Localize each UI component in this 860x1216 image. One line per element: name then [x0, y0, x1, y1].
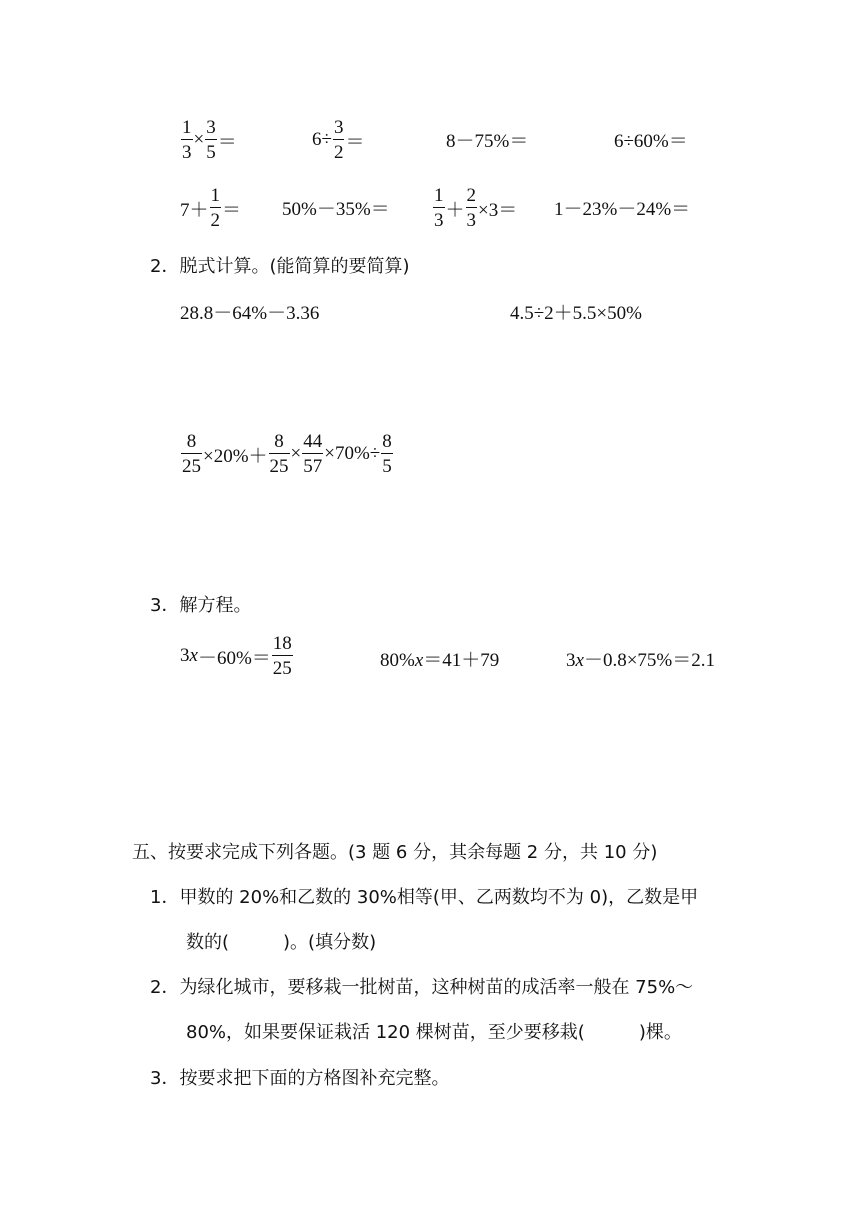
- equation-1: [180, 634, 294, 678]
- eq1-variable: x: [189, 645, 198, 666]
- expr-text: 8－75%＝: [446, 131, 529, 152]
- section5-q1-line1: 1．甲数的 20%和乙数的 30%相等(甲、乙两数均不为 0)，乙数是甲: [150, 887, 699, 908]
- mental-math-item-5: [180, 186, 241, 230]
- fraction-denominator: 3: [434, 210, 444, 231]
- section5-q2-line2: 80%，如果要保证栽活 120 棵树苗，至少要移栽( )棵。: [186, 1022, 682, 1043]
- eq3-rest: －0.8×75%＝2.1: [583, 650, 715, 671]
- q2-expression-1: 28.8－64%－3.36: [180, 303, 320, 324]
- eq2-variable: x: [414, 650, 424, 671]
- fraction-denominator: 5: [382, 456, 392, 477]
- fraction: [269, 432, 290, 476]
- mental-math-item-7: [432, 186, 517, 230]
- equation-3: [566, 645, 715, 672]
- fraction: [181, 432, 202, 476]
- expr-text: ×20%＋: [203, 445, 268, 467]
- fraction-numerator: 44: [303, 431, 323, 452]
- eq2-coef: 80%: [380, 650, 415, 671]
- eq1-rest: －60%＝: [197, 647, 271, 669]
- mental-math-item-3: [446, 126, 528, 153]
- fraction-denominator: 5: [206, 142, 216, 163]
- expr-text: 6÷: [312, 129, 332, 150]
- mental-math-item-4: [614, 126, 688, 153]
- fraction-denominator: 2: [210, 210, 221, 231]
- fraction: [205, 118, 217, 162]
- expr-text: 7＋: [180, 199, 209, 221]
- mental-math-item-8: [554, 194, 690, 221]
- section5-q3-line1: 3．按要求把下面的方格图补充完整。: [150, 1068, 450, 1089]
- fraction-numerator: 1: [210, 185, 221, 206]
- fraction-numerator: 3: [333, 117, 344, 138]
- eq1-denominator: 25: [272, 658, 292, 679]
- fraction-numerator: 2: [466, 185, 477, 206]
- q3-title: 3．解方程。: [150, 595, 252, 616]
- section5-q1-line2: 数的( )。(填分数): [186, 932, 377, 953]
- eq3-coef: 3: [566, 650, 576, 671]
- mental-math-item-2: [312, 118, 364, 162]
- fraction: [381, 432, 393, 476]
- fraction-numerator: 8: [181, 432, 202, 454]
- fraction-denominator: 3: [182, 142, 192, 163]
- expr-text: ×3＝: [478, 199, 518, 221]
- expr-text: ＋: [445, 199, 465, 221]
- fraction-denominator: 2: [333, 142, 344, 163]
- eq1-fraction: [272, 634, 293, 678]
- expr-text: 6÷60%＝: [614, 131, 688, 152]
- fraction-denominator: 25: [269, 456, 289, 477]
- expr-text: ＝: [222, 199, 242, 221]
- fraction: [210, 186, 222, 230]
- mental-math-item-6: [282, 194, 390, 221]
- fraction-denominator: 3: [466, 210, 477, 231]
- fraction: [433, 186, 445, 230]
- expr-text: ×70%÷: [324, 443, 381, 464]
- fraction: [333, 118, 345, 162]
- q2-expression-2: 4.5÷2＋5.5×50%: [510, 303, 642, 324]
- expr-text: 50%－35%＝: [282, 199, 390, 220]
- expr-text: ＝: [217, 131, 237, 153]
- expr-text: ×: [290, 443, 302, 464]
- eq2-rest: ＝41＋79: [423, 650, 500, 671]
- expr-text: ＝: [345, 131, 365, 153]
- fraction: [466, 186, 478, 230]
- fraction-numerator: 3: [206, 117, 216, 138]
- q2-title: 2．脱式计算。(能简算的要简算): [150, 256, 410, 277]
- equation-2: [380, 645, 499, 672]
- eq1-numerator: 18: [272, 633, 292, 654]
- q2-expression-3: [180, 432, 394, 476]
- fraction-numerator: 8: [382, 431, 392, 452]
- fraction: [302, 432, 323, 476]
- eq1-coef: 3: [180, 645, 190, 666]
- fraction: [181, 118, 193, 162]
- fraction-numerator: 8: [269, 432, 290, 454]
- section5-q2-line1: 2．为绿化城市，要移栽一批树苗，这种树苗的成活率一般在 75%～: [150, 977, 694, 998]
- mental-math-item-1: [180, 118, 237, 162]
- expr-text: 1－23%－24%＝: [554, 199, 691, 220]
- fraction-numerator: 1: [434, 185, 444, 206]
- fraction-denominator: 25: [182, 456, 201, 477]
- eq3-variable: x: [575, 650, 584, 671]
- fraction-denominator: 57: [303, 456, 323, 477]
- expr-text: ×: [193, 129, 205, 150]
- section5-title: 五、按要求完成下列各题。(3 题 6 分，其余每题 2 分，共 10 分): [132, 842, 658, 863]
- fraction-numerator: 1: [182, 117, 192, 138]
